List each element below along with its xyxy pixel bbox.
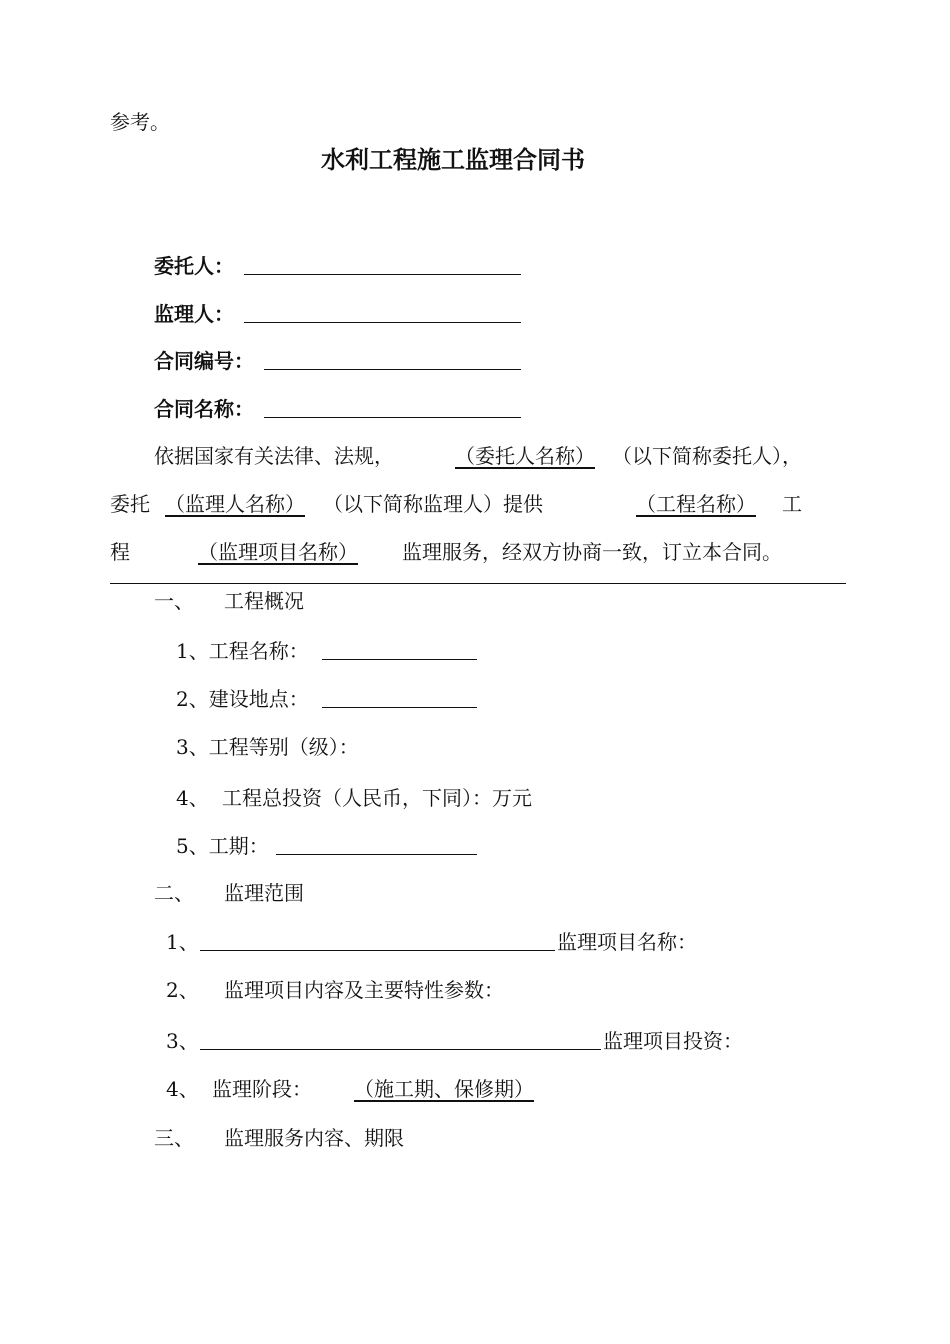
- period-label: 5、工期：: [176, 834, 269, 858]
- supervisor-name-field: （监理人名称）: [165, 492, 305, 516]
- scope-item4-number: 4、: [166, 1077, 199, 1101]
- intro-line2-middle: （以下简称监理人）提供: [323, 492, 543, 516]
- contract-no-blank[interactable]: [264, 369, 521, 370]
- scope-item3-label: 监理项目投资：: [603, 1029, 743, 1053]
- header-note: 参考。: [110, 110, 170, 134]
- contract-name-label: 合同名称：: [154, 397, 254, 421]
- section3-number: 三、: [154, 1126, 194, 1150]
- intro-line1-suffix: （以下简称委托人），: [612, 444, 802, 468]
- supervisor-blank[interactable]: [244, 322, 521, 323]
- scope-item3-number: 3、: [166, 1029, 199, 1053]
- section2-number: 二、: [154, 881, 194, 905]
- project-name-blank[interactable]: [322, 659, 477, 660]
- investment-number: 4、: [176, 786, 209, 810]
- scope-item2-number: 2、: [166, 978, 199, 1002]
- section1-number: 一、: [154, 589, 194, 613]
- intro-line2-suffix: 工: [782, 492, 802, 516]
- principal-name-field: （委托人名称）: [455, 444, 595, 468]
- period-blank[interactable]: [276, 854, 477, 855]
- document-title: 水利工程施工监理合同书: [321, 146, 585, 174]
- supervisor-label: 监理人：: [154, 302, 234, 326]
- intro-line2-prefix: 委托: [110, 492, 150, 516]
- supervision-item-name-field: （监理项目名称）: [198, 540, 358, 564]
- intro-line3-prefix: 程: [110, 540, 130, 564]
- divider: [110, 583, 846, 584]
- scope-item4-label: 监理阶段：: [212, 1077, 312, 1101]
- project-name-label: 1、工程名称：: [176, 639, 309, 663]
- intro-line1-prefix: 依据国家有关法律、法规，: [154, 444, 394, 468]
- scope-item1-blank[interactable]: [200, 950, 555, 951]
- section3-title: 监理服务内容、期限: [224, 1126, 404, 1150]
- scope-item1-label: 监理项目名称：: [557, 930, 697, 954]
- scope-item1-number: 1、: [166, 930, 199, 954]
- section2-title: 监理范围: [224, 881, 304, 905]
- principal-label: 委托人：: [154, 254, 234, 278]
- supervision-stage-field: （施工期、保修期）: [354, 1077, 534, 1101]
- contract-name-blank[interactable]: [264, 417, 521, 418]
- location-blank[interactable]: [322, 707, 477, 708]
- intro-line3-suffix: 监理服务，经双方协商一致，订立本合同。: [402, 540, 782, 564]
- investment-label: 工程总投资（人民币，下同）：万元: [222, 786, 532, 810]
- section1-title: 工程概况: [224, 589, 304, 613]
- principal-blank[interactable]: [244, 274, 521, 275]
- scope-item2-label: 监理项目内容及主要特性参数：: [224, 978, 504, 1002]
- contract-no-label: 合同编号：: [154, 349, 254, 373]
- project-name-field: （工程名称）: [636, 492, 756, 516]
- grade-label: 3、工程等别（级）：: [176, 735, 359, 759]
- location-label: 2、建设地点：: [176, 687, 309, 711]
- scope-item3-blank[interactable]: [200, 1049, 601, 1050]
